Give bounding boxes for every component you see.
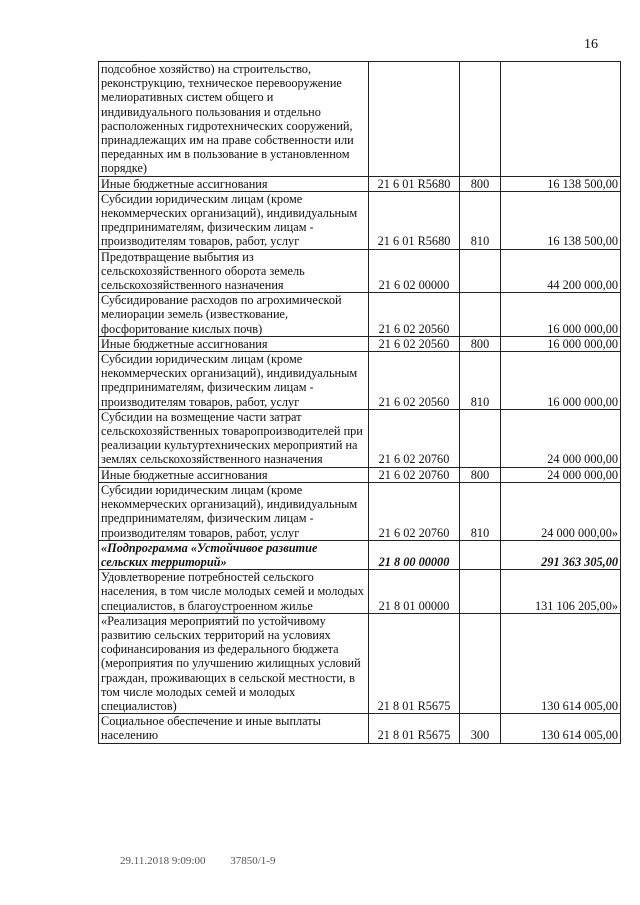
cell-name: «Подпрограмма «Устойчивое развитие сельских территорий»: [99, 540, 369, 569]
table-row: [99, 482, 621, 540]
cell-code: 21 8 00 00000: [369, 540, 460, 569]
cell-name: подсобное хозяйство) на строительство, реконструкцию, техническое перевооружение мелиоративных систем общего и индивидуального пользования и отдельно расположенных гидротехнических сооружений, принадлежащих им на праве собственности или переданных им в пользование в установленном порядке): [99, 62, 369, 177]
cell-code: 21 6 02 20560: [369, 293, 460, 337]
cell-type: [460, 540, 501, 569]
table-row: [99, 191, 621, 249]
cell-sum: 16 000 000,00: [501, 336, 621, 351]
table-row: [99, 62, 621, 177]
cell-sum: 24 000 000,00: [501, 467, 621, 482]
cell-name: Субсидии юридическим лицам (кроме некоммерческих организаций), индивидуальным предпринимателям, физическим лицам - производителям товаров, работ, услуг: [99, 352, 369, 410]
table-row: [99, 249, 621, 293]
cell-type: [460, 409, 501, 467]
table-row: [99, 613, 621, 713]
footer-timestamp: 29.11.2018 9:09:00: [120, 855, 206, 867]
cell-code: 21 6 02 20760: [369, 482, 460, 540]
cell-code: [369, 62, 460, 177]
cell-sum: 131 106 205,00»: [501, 570, 621, 614]
cell-code: 21 6 02 20560: [369, 336, 460, 351]
cell-type: [460, 62, 501, 177]
cell-code: 21 6 02 00000: [369, 249, 460, 293]
cell-sum: [501, 62, 621, 177]
cell-type: 810: [460, 482, 501, 540]
footer-doc-id: 37850/1-9: [230, 855, 276, 867]
cell-name: Иные бюджетные ассигнования: [99, 467, 369, 482]
cell-code: 21 6 02 20760: [369, 467, 460, 482]
cell-sum: 16 000 000,00: [501, 293, 621, 337]
cell-sum: 130 614 005,00: [501, 613, 621, 713]
table-row: [99, 336, 621, 351]
budget-table: [98, 61, 621, 744]
table-row: [99, 714, 621, 743]
cell-code: 21 8 01 R5675: [369, 714, 460, 743]
cell-name: Предотвращение выбытия из сельскохозяйственного оборота земель сельскохозяйственного назначения: [99, 249, 369, 293]
cell-name: Субсидии на возмещение части затрат сельскохозяйственных товаропроизводителей при реализации культуртехнических мероприятий на землях сельскохозяйственного назначения: [99, 409, 369, 467]
table-row: [99, 352, 621, 410]
cell-type: 810: [460, 191, 501, 249]
cell-name: Иные бюджетные ассигнования: [99, 336, 369, 351]
cell-name: Субсидии юридическим лицам (кроме некоммерческих организаций), индивидуальным предпринимателям, физическим лицам - производителям товаров, работ, услуг: [99, 482, 369, 540]
cell-name: Субсидии юридическим лицам (кроме некоммерческих организаций), индивидуальным предпринимателям, физическим лицам - производителям товаров, работ, услуг: [99, 191, 369, 249]
page-number: 16: [584, 37, 598, 52]
table-row: [99, 540, 621, 569]
cell-sum: 16 138 500,00: [501, 176, 621, 191]
cell-name: Иные бюджетные ассигнования: [99, 176, 369, 191]
cell-name: Субсидирование расходов по агрохимической мелиорации земель (известкование, фосфоритование кислых почв): [99, 293, 369, 337]
cell-sum: 24 000 000,00»: [501, 482, 621, 540]
cell-code: 21 6 01 R5680: [369, 191, 460, 249]
cell-sum: 291 363 305,00: [501, 540, 621, 569]
budget-table-body: [99, 62, 621, 744]
cell-type: 300: [460, 714, 501, 743]
cell-sum: 16 000 000,00: [501, 352, 621, 410]
cell-code: 21 8 01 00000: [369, 570, 460, 614]
table-row: [99, 293, 621, 337]
cell-sum: 130 614 005,00: [501, 714, 621, 743]
cell-name: «Реализация мероприятий по устойчивому развитию сельских территорий на условиях софинансирования из федерального бюджета (мероприятия по улучшению жилищных условий граждан, проживающих в сельской местности, в том числе молодых семей и молодых специалистов): [99, 613, 369, 713]
cell-type: [460, 249, 501, 293]
table-row: [99, 176, 621, 191]
cell-sum: 16 138 500,00: [501, 191, 621, 249]
cell-type: [460, 613, 501, 713]
table-row: [99, 409, 621, 467]
cell-type: [460, 570, 501, 614]
cell-type: [460, 293, 501, 337]
cell-name: Удовлетворение потребностей сельского населения, в том числе молодых семей и молодых специалистов, в благоустроенном жилье: [99, 570, 369, 614]
cell-name: Социальное обеспечение и иные выплаты населению: [99, 714, 369, 743]
cell-sum: 24 000 000,00: [501, 409, 621, 467]
cell-type: 800: [460, 336, 501, 351]
cell-type: 800: [460, 467, 501, 482]
cell-code: 21 8 01 R5675: [369, 613, 460, 713]
cell-code: 21 6 01 R5680: [369, 176, 460, 191]
table-row: [99, 467, 621, 482]
cell-code: 21 6 02 20760: [369, 409, 460, 467]
cell-type: 800: [460, 176, 501, 191]
cell-code: 21 6 02 20560: [369, 352, 460, 410]
table-row: [99, 570, 621, 614]
cell-type: 810: [460, 352, 501, 410]
cell-sum: 44 200 000,00: [501, 249, 621, 293]
footer: [120, 855, 275, 867]
